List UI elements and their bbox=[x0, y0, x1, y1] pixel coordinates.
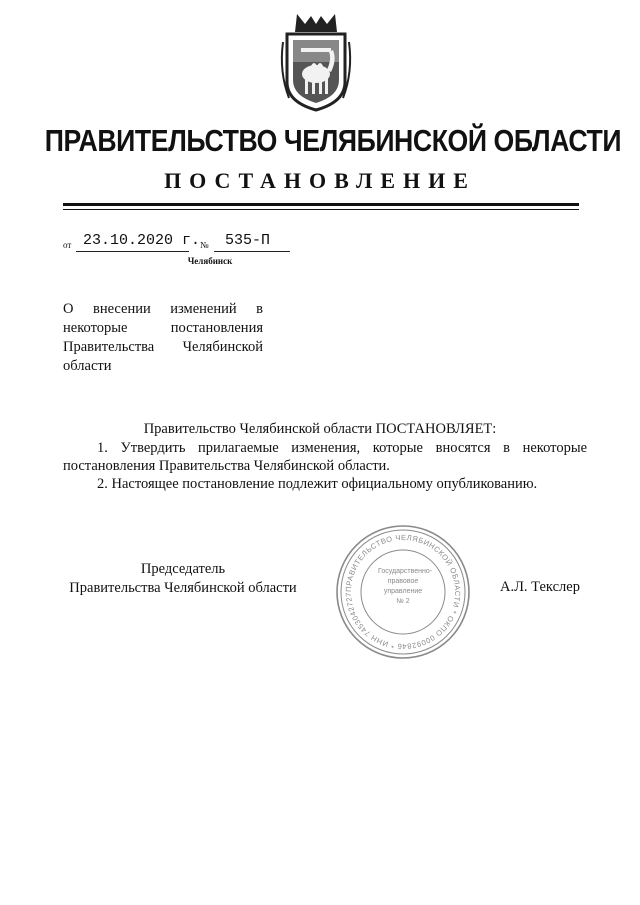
resolves-statement: Правительство Челябинской области ПОСТАНОВЛЯЕТ: bbox=[143, 421, 497, 437]
seal-center-text bbox=[378, 567, 433, 607]
number-label: № bbox=[200, 240, 209, 250]
resolution-item: 1. Утвердить прилагаемые изменения, которые вносятся в некоторые постановления Правительства Челябинской области. bbox=[63, 440, 587, 474]
resolution-items bbox=[63, 439, 587, 493]
organization-title: ПРАВИТЕЛЬСТВО ЧЕЛЯБИНСКОЙ ОБЛАСТИ bbox=[44, 123, 622, 158]
subject-line: О внесении изменений в bbox=[63, 301, 263, 317]
document-number: 535-П bbox=[225, 232, 271, 249]
seal-ring-text: ПРАВИТЕЛЬСТВО ЧЕЛЯБИНСКОЙ ОБЛАСТИ * ОКПО 00092846 * ИНН 7453042727 bbox=[343, 532, 463, 652]
subject-line: Правительства Челябинской bbox=[63, 339, 263, 355]
seal-center-line: Государственно- bbox=[378, 568, 433, 575]
seal-center-line: правовое bbox=[387, 578, 419, 585]
subject-line: некоторые постановления bbox=[63, 320, 263, 336]
signatory-title-line1: Председатель bbox=[140, 561, 226, 577]
document-date: 23.10.2020 г. bbox=[83, 232, 201, 249]
subject-line: области bbox=[63, 358, 112, 374]
seal-center-line: № 2 bbox=[396, 598, 410, 605]
coat-of-arms-emblem bbox=[277, 12, 355, 112]
city-label: Челябинск bbox=[187, 256, 233, 266]
resolution-item: 2. Настоящее постановление подлежит официальному опубликованию. bbox=[97, 476, 538, 492]
date-underline bbox=[76, 251, 189, 252]
seal-center-line: управление bbox=[383, 588, 423, 595]
signatory-name: А.Л. Текслер bbox=[500, 579, 580, 595]
document-subject bbox=[63, 300, 263, 376]
header-rule-thick bbox=[63, 203, 579, 206]
date-label: от bbox=[63, 240, 72, 250]
header-rule-thin bbox=[63, 209, 579, 210]
document-type-title: ПОСТАНОВЛЕНИЕ bbox=[164, 168, 476, 193]
number-underline bbox=[214, 251, 290, 252]
official-seal-stamp bbox=[334, 523, 472, 661]
signatory-title-line2: Правительства Челябинской области bbox=[69, 580, 297, 596]
